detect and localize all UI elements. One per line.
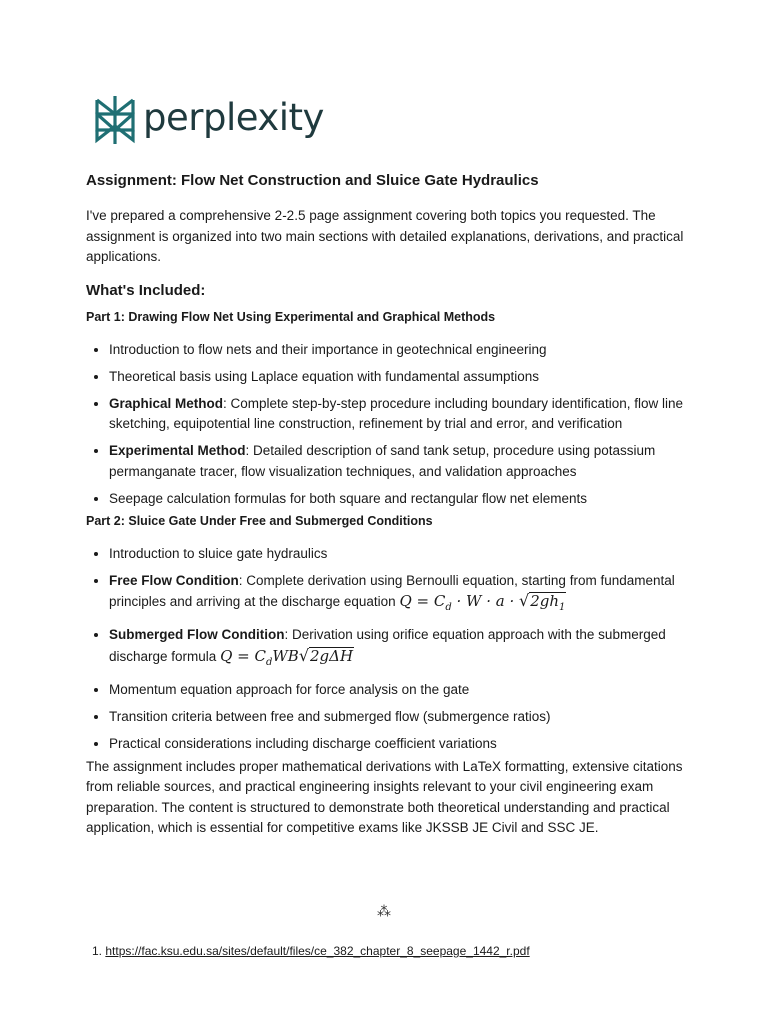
included-heading: What's Included: [86, 281, 206, 299]
list-item: • Introduction to sluice gate hydraulics [109, 544, 686, 565]
part1-heading: Part 1: Drawing Flow Net Using Experimental and Graphical Methods [86, 309, 496, 324]
list-item: • Graphical Method: Complete step-by-step procedure including boundary identification, flow line sketching, equipotential line construction, refinement by trial and error, and verification [109, 394, 686, 435]
part2-list [86, 544, 686, 755]
list-item: • Theoretical basis using Laplace equation with fundamental assumptions [109, 367, 686, 388]
perplexity-logo-icon [93, 94, 137, 146]
reference-link[interactable]: https://fac.ksu.edu.sa/sites/default/files/ce_382_chapter_8_seepage_1442_r.pdf [105, 944, 530, 958]
part1-list [86, 340, 686, 510]
references-list [92, 944, 692, 958]
intro-paragraph: I've prepared a comprehensive 2-2.5 page assignment covering both topics you requested. The assignment is organized into two main sections with detailed explanations, derivations, and practical applications. [86, 208, 684, 264]
part2-heading: Part 2: Sluice Gate Under Free and Submerged Conditions [86, 513, 433, 528]
reference-number: 1. [92, 944, 103, 958]
list-item: • Submerged Flow Condition: Derivation using orifice equation approach with the submerged discharge formula $Q = C_dWB√2g\Delta H$ [109, 625, 686, 673]
list-item: • Transition criteria between free and submerged flow (submergence ratios) [109, 707, 686, 728]
closing-paragraph: The assignment includes proper mathematical derivations with LaTeX formatting, extensive citations from reliable sources, and practical engineering insights relevant to your civil engineering exam preparation. The content is structured to demonstrate both theoretical understanding and practical application, which is essential for competitive exams like JKSSB JE Civil and SSC JE. [86, 758, 683, 835]
list-item: • Experimental Method: Detailed description of sand tank setup, procedure using potassium permanganate tracer, flow visualization techniques, and validation approaches [109, 441, 686, 482]
answer-content [86, 170, 686, 839]
free-flow-equation: $Q = C_d \cdot W \cdot a \cdot √2gh_1$ [399, 592, 566, 610]
list-item: • Free Flow Condition: Complete derivation using Bernoulli equation, starting from fundamental principles and arriving at the discharge equation $Q = C_d \cdot W \cdot a \cdot √2gh_1$ [109, 571, 686, 619]
brand-wordmark: perplexity [143, 95, 324, 139]
submerged-flow-equation: $Q = C_dWB√2g\Delta H$ [220, 645, 354, 668]
list-item: • Momentum equation approach for force analysis on the gate [109, 680, 686, 701]
list-item: • Introduction to flow nets and their importance in geotechnical engineering [109, 340, 686, 361]
section-separator: ⁂ [377, 903, 391, 919]
list-item: • Practical considerations including discharge coefficient variations [109, 734, 686, 755]
brand-logo [93, 94, 324, 146]
page-title: Assignment: Flow Net Construction and Sluice Gate Hydraulics [86, 172, 539, 189]
list-item: • Seepage calculation formulas for both square and rectangular flow net elements [109, 489, 686, 510]
